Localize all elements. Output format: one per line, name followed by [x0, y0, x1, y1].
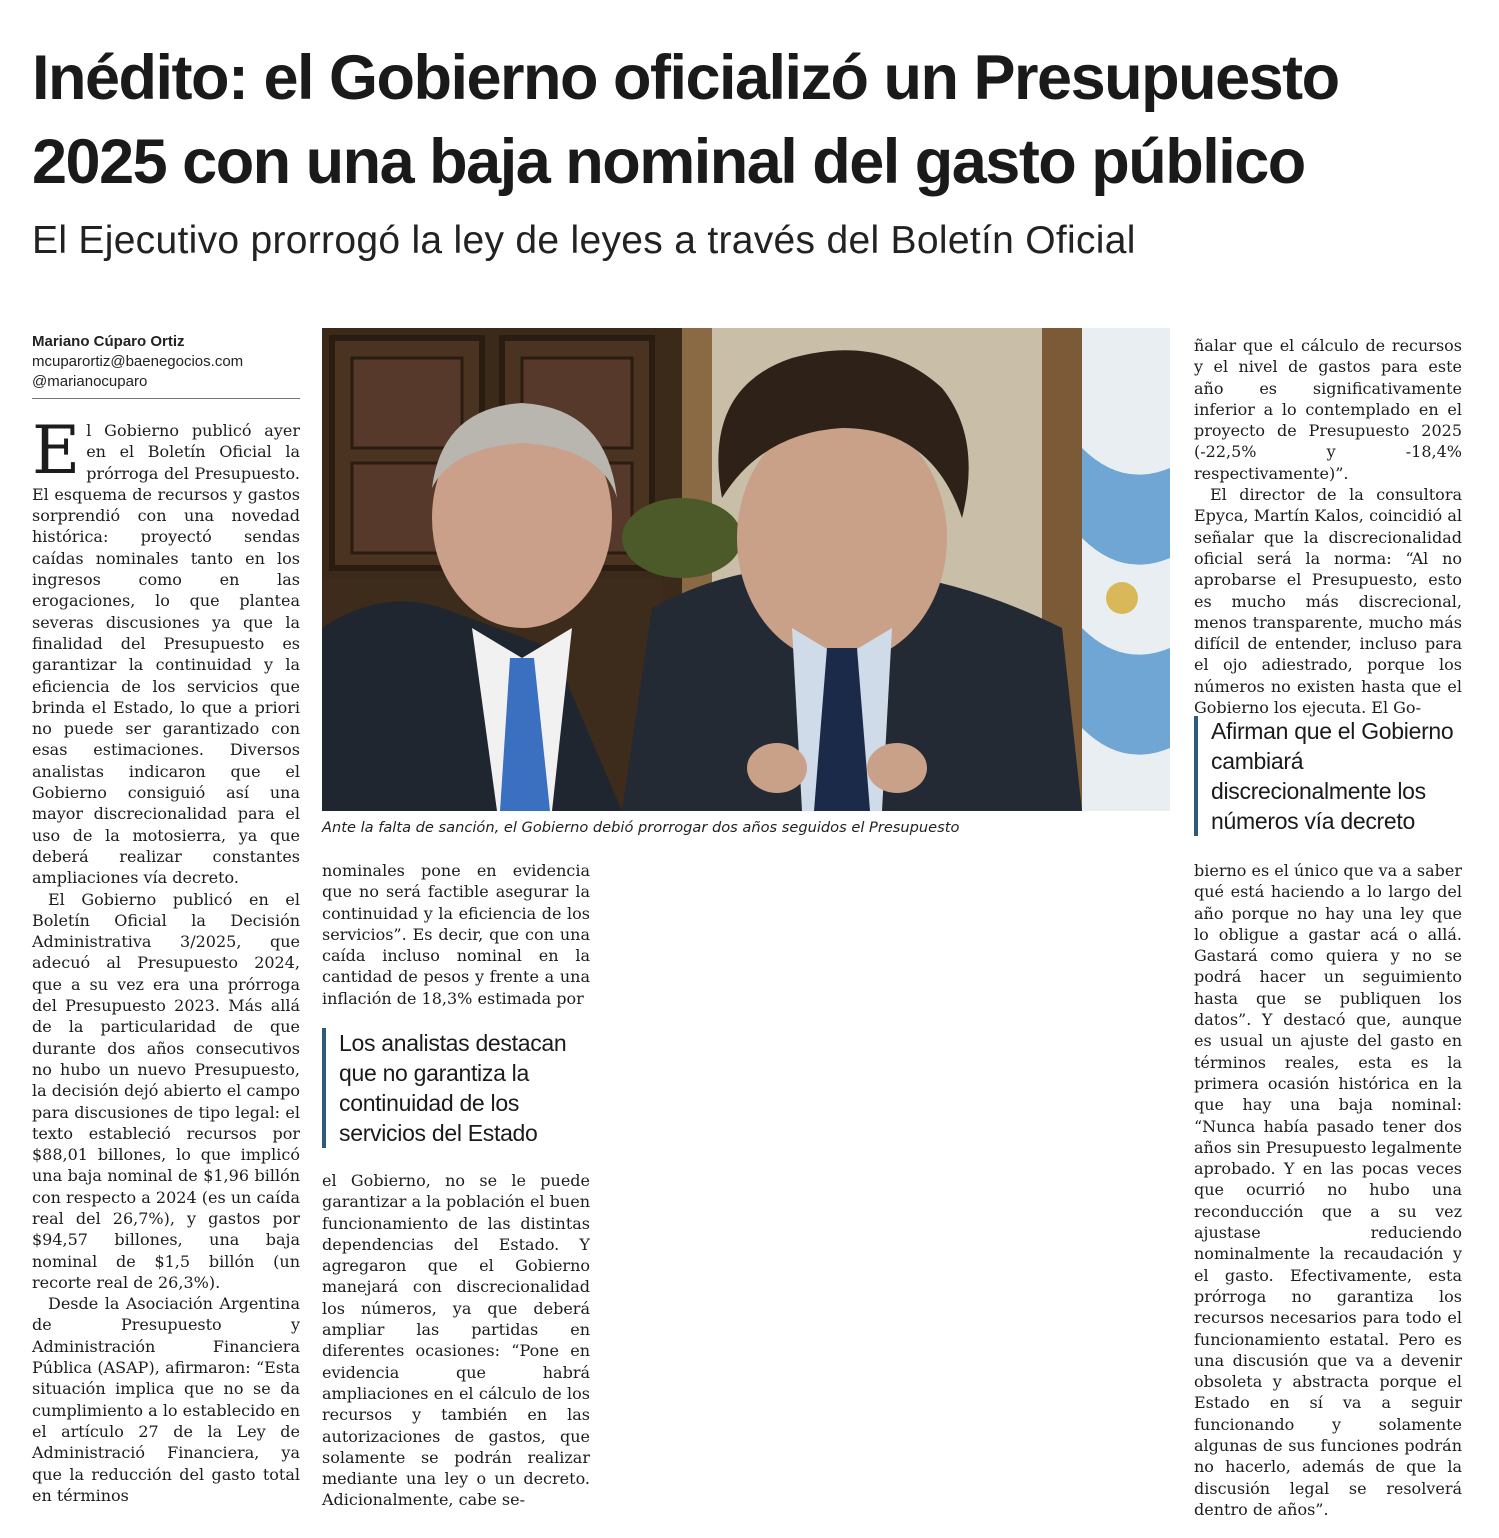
column-2 [322, 860, 590, 1009]
photo-illustration [322, 328, 1170, 811]
subheadline: El Ejecutivo prorrogó la ley de leyes a través del Boletín Oficial [32, 219, 1136, 262]
column-3-continued [1194, 860, 1462, 1520]
paragraph: Desde la Asociación Argentina de Presupuesto y Administración Financiera Pública (ASAP), afirmaron: “Esta situación implica que no se da cumplimiento a lo establecido en el artículo 27 de la Ley de Administració Financiera, ya que la reducción del gasto total en términos [32, 1294, 300, 1505]
paragraph: nominales pone en evidencia que no será factible asegurar la continuidad y la eficiencia de los servicios”. Es decir, que con una caída incluso nominal en la cantidad de pesos y frente a una inflación de 18,3% estimada por [322, 861, 590, 1008]
pullquote-1: Los analistas destacan que no garantiza la continuidad de los servicios del Estado [322, 1028, 589, 1148]
column-1 [32, 412, 300, 1506]
dropcap: E [32, 412, 81, 489]
paragraph: bierno es el único que va a saber qué está haciendo a lo largo del año porque no hay una ley que lo obligue a gastar acá o allá. Gastará como quiera y no se podrá hacer un seguimiento hasta que se publiquen los datos”. Y destacó que, aunque es usual un ajuste del gasto en términos reales, esta es la primera ocasión histórica en la que hay una baja nominal: “Nunca había pasado tener dos años sin Presupuesto legalmente aprobado. Y en las pocas veces que ocurrió no hubo una reconducción que a su vez ajustase reduciendo nominalmente la recaudación y el gasto. Efectivamente, esta prórroga no garantiza los recursos necesarios para todo el funcionamiento estatal. Pero es una discusión que va a devenir obsoleta y abstracta porque el Estado en sí va a seguir funcionando y solamente algunas de sus funciones podrán no hacerlo, además de que la discusión legal se resolverá dentro de años”. [1194, 861, 1462, 1519]
author-handle: @marianocuparo [32, 373, 148, 390]
author-name: Mariano Cúparo Ortiz [32, 333, 185, 350]
article-photo [322, 328, 1170, 811]
byline [32, 332, 300, 399]
photo-caption: Ante la falta de sanción, el Gobierno debió prorrogar dos años seguidos el Presupuesto [322, 819, 960, 836]
paragraph: El Gobierno publicó ayer en el Boletín Oficial la prórroga del Presupuesto. El esquema de recursos y gastos sorprendió con una novedad histórica: proyectó sendas caídas nominales tanto en los ingresos como en las erogaciones, lo que plantea severas discusiones ya que la finalidad del Presupuesto es garantizar la continuidad y la eficiencia de los servicios que brinda el Estado, lo que a priori no puede ser garantizado con esas estimaciones. Diversos analistas indicaron que el Gobierno consiguió así una mayor discrecionalidad para el uso de la motosierra, ya que deberá realizar constantes ampliaciones vía decreto. [32, 412, 300, 888]
column-3 [1194, 335, 1462, 718]
author-email: mcuparortiz@baenegocios.com [32, 353, 244, 370]
paragraph: ñalar que el cálculo de recursos y el nivel de gastos para este año es significativamente inferior a lo contemplado en el proyecto de Presupuesto 2025 (-22,5% y -18,4% respectivamente)”. [1194, 336, 1462, 483]
paragraph: el Gobierno, no se le puede garantizar a la población el buen funcionamiento de las distintas dependencias del Estado. Y agregaron que el Gobierno manejará con discrecionalidad los números, ya que deberá ampliar las partidas en diferentes ocasiones: “Pone en evidencia que habrá ampliaciones en el cálculo de los recursos y también en las autorizaciones de gastos, que solamente se podrán realizar mediante una ley o un decreto. Adicionalmente, cabe se- [322, 1171, 590, 1510]
headline: Inédito: el Gobierno oficializó un Presupuesto 2025 con una baja nominal del gasto público [32, 43, 1339, 197]
paragraph: El director de la consultora Epyca, Martín Kalos, coincidió al señalar que la discrecionalidad oficial será la norma: “Al no aprobarse el Presupuesto, esto es mucho más discrecional, menos transparente, mucho más difícil de entender, incluso para el ojo adiestrado, porque los números no existen hasta que el Gobierno los ejecuta. El Go- [1194, 485, 1462, 718]
paragraph: El Gobierno publicó en el Boletín Oficial la Decisión Administrativa 3/2025, que adecuó al Presupuesto 2024, que a su vez era una prórroga del Presupuesto 2023. Más allá de la particularidad de que durante dos años consecutivos no hubo un nuevo Presupuesto, la decisión dejó abierto el campo para discusiones de tipo legal: el texto estableció recursos por $88,01 billones, lo que implicó una baja nominal de $1,96 billón con respecto a 2024 (es un caída real del 26,7%), y gastos por $94,57 billones, una baja nominal de $1,5 billón (un recorte real de 26,3%). [32, 889, 300, 1292]
column-2-continued [322, 1170, 590, 1511]
pullquote-2: Afirman que el Gobierno cambiará discrecionalmente los números vía decreto [1194, 716, 1461, 836]
